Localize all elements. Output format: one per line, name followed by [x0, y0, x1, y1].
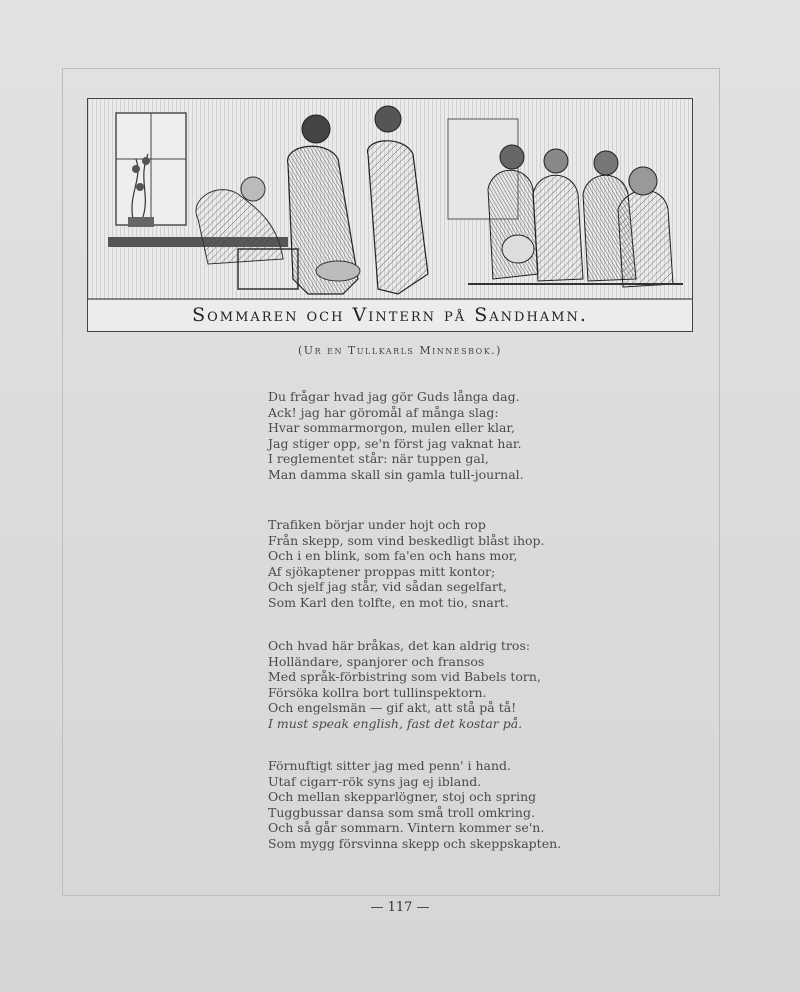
stanza-1 [268, 389, 608, 482]
stanza-line: Tuggbussar dansa som små troll omkring. [268, 804, 535, 820]
page-number: — 117 — [370, 900, 430, 915]
stanza-line: Och hvad här bråkas, det kan aldrig tros: [268, 638, 531, 653]
stanza-2 [268, 517, 608, 610]
stanza-line: Och så går sommarn. Vintern kommer se'n. [268, 820, 545, 835]
header-illustration [87, 98, 693, 332]
stanza-line: Och sjelf jag står, vid sådan segelfart, [268, 579, 507, 594]
stanza-line: Förnuftigt sitter jag med penn' i hand. [268, 758, 511, 773]
subtitle: (Ur en Tullkarls Minnesbok.) [298, 344, 502, 357]
stanza-line: Du frågar hvad jag gör Guds långa dag. [268, 389, 520, 404]
stanza-line: Ack! jag har göromål af många slag: [268, 404, 499, 420]
stanza-line: Som Karl den tolfte, en mot tio, snart. [268, 594, 509, 610]
stanza-line: Från skepp, som vind beskedligt blåst ihop. [268, 532, 545, 548]
stanza-4 [268, 758, 608, 851]
stanza-line: Och engelsmän — gif akt, att stå på tå! [268, 700, 517, 715]
stanza-line: Trafiken börjar under hojt och rop [268, 517, 486, 532]
stanza-line: Af sjökaptener proppas mitt kontor; [268, 563, 496, 579]
stanza-line: Med språk-förbistring som vid Babels torn, [268, 669, 541, 684]
stanza-line: Försöka kollra bort tullinspektorn. [268, 684, 487, 700]
tavern-scene-illustration-icon [88, 99, 692, 331]
stanza-line: Och i en blink, som fa'en och hans mor, [268, 548, 518, 563]
stanza-line: I must speak english, fast det kostar på. [268, 715, 523, 731]
stanza-line: I reglementet står: när tuppen gal, [268, 451, 489, 466]
stanza-line: Holländare, spanjorer och fransos [268, 653, 485, 669]
stanza-line: Och mellan skepparlögner, stoj och spring [268, 789, 537, 804]
illustration-title: Sommaren och Vintern på Sandhamn. [192, 304, 588, 326]
stanza-3 [268, 638, 608, 731]
stanza-line: Utaf cigarr-rök syns jag ej ibland. [268, 773, 482, 789]
stanza-line: Hvar sommarmorgon, mulen eller klar, [268, 420, 515, 435]
stanza-line: Man damma skall sin gamla tull-journal. [268, 466, 524, 482]
stanza-line: Jag stiger opp, se'n först jag vaknat har. [268, 435, 522, 451]
stanza-line: Som mygg försvinna skepp och skeppskapten. [268, 835, 562, 851]
